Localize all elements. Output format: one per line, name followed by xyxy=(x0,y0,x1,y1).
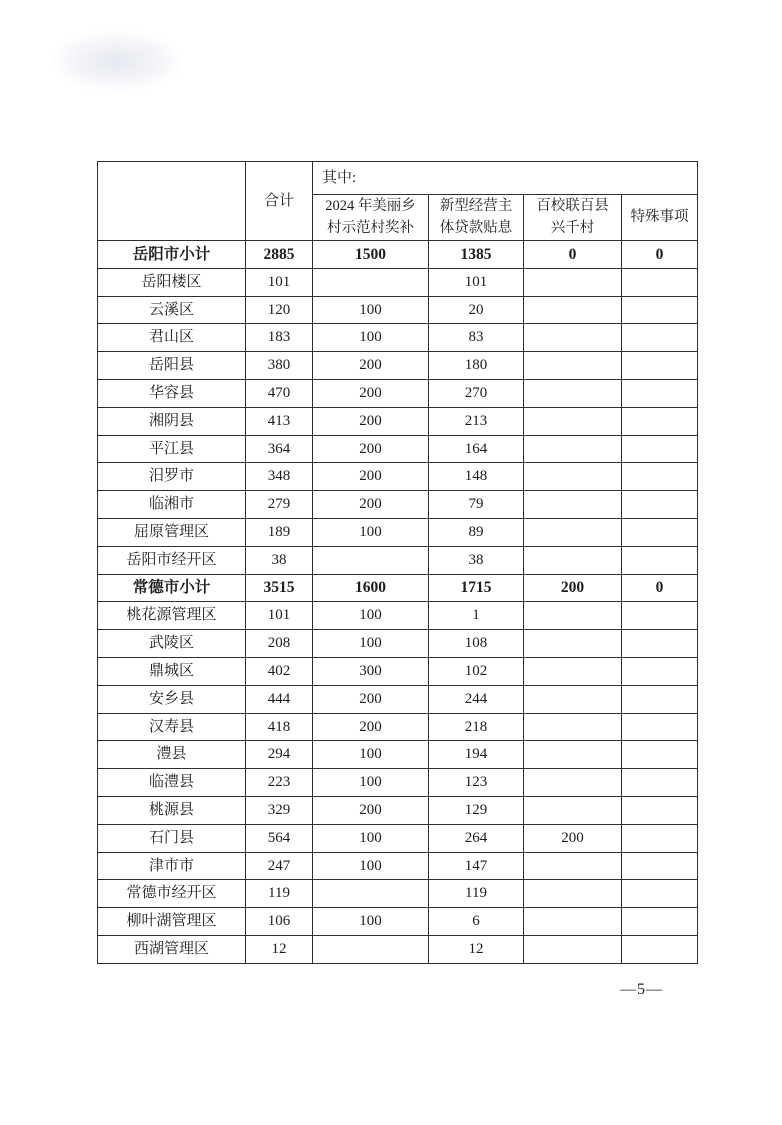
table-row xyxy=(98,268,698,296)
value-cell: 380 xyxy=(246,352,313,380)
value-cell xyxy=(524,546,622,574)
value-cell: 294 xyxy=(246,741,313,769)
column-header-special-items xyxy=(622,195,698,241)
value-cell xyxy=(622,546,698,574)
table-row xyxy=(98,379,698,407)
table-row xyxy=(98,685,698,713)
region-name-cell: 屈原管理区 xyxy=(98,518,246,546)
value-cell xyxy=(622,935,698,963)
table-row xyxy=(98,741,698,769)
value-cell: 218 xyxy=(429,713,524,741)
region-name-cell: 岳阳县 xyxy=(98,352,246,380)
value-cell: 223 xyxy=(246,769,313,797)
column-header-line: 兴千村 xyxy=(550,219,595,236)
corner-header-cell xyxy=(98,162,246,241)
value-cell: 1715 xyxy=(429,574,524,602)
value-cell xyxy=(622,352,698,380)
value-cell: 0 xyxy=(622,574,698,602)
table-row xyxy=(98,880,698,908)
column-header-line: 百校联百县 xyxy=(536,198,609,215)
value-cell: 213 xyxy=(429,407,524,435)
value-cell: 200 xyxy=(524,824,622,852)
value-cell xyxy=(524,796,622,824)
value-cell: 200 xyxy=(313,379,429,407)
table-row xyxy=(98,241,698,269)
column-header-line: 2024 年美丽乡 xyxy=(325,198,416,215)
value-cell: 106 xyxy=(246,908,313,936)
value-cell: 108 xyxy=(429,630,524,658)
table-row xyxy=(98,630,698,658)
value-cell: 194 xyxy=(429,741,524,769)
value-cell xyxy=(622,880,698,908)
value-cell: 200 xyxy=(313,435,429,463)
value-cell: 120 xyxy=(246,296,313,324)
column-header-line: 村示范村奖补 xyxy=(327,219,414,236)
value-cell: 247 xyxy=(246,852,313,880)
table-row xyxy=(98,908,698,936)
value-cell: 444 xyxy=(246,685,313,713)
region-name-cell: 汉寿县 xyxy=(98,713,246,741)
value-cell: 1385 xyxy=(429,241,524,269)
value-cell xyxy=(622,657,698,685)
value-cell: 100 xyxy=(313,908,429,936)
table-row xyxy=(98,657,698,685)
column-header-beautiful-village xyxy=(313,195,429,241)
value-cell: 264 xyxy=(429,824,524,852)
value-cell xyxy=(622,852,698,880)
value-cell: 12 xyxy=(429,935,524,963)
value-cell: 101 xyxy=(246,268,313,296)
value-cell: 101 xyxy=(429,268,524,296)
value-cell xyxy=(524,630,622,658)
value-cell: 244 xyxy=(429,685,524,713)
value-cell xyxy=(524,935,622,963)
value-cell: 0 xyxy=(622,241,698,269)
table-row xyxy=(98,435,698,463)
table-row xyxy=(98,491,698,519)
value-cell xyxy=(622,824,698,852)
value-cell: 470 xyxy=(246,379,313,407)
value-cell: 83 xyxy=(429,324,524,352)
column-header-line: 体贷款贴息 xyxy=(439,219,513,236)
value-cell xyxy=(313,935,429,963)
value-cell xyxy=(622,741,698,769)
table-row xyxy=(98,713,698,741)
value-cell xyxy=(622,796,698,824)
value-cell xyxy=(622,324,698,352)
region-name-cell: 常德市小计 xyxy=(98,574,246,602)
value-cell xyxy=(622,491,698,519)
column-header-line: 新型经营主 xyxy=(439,198,513,215)
page-number: —5— xyxy=(620,981,663,998)
value-cell xyxy=(524,407,622,435)
value-cell: 38 xyxy=(246,546,313,574)
value-cell: 100 xyxy=(313,769,429,797)
region-name-cell: 汨罗市 xyxy=(98,463,246,491)
table-row xyxy=(98,574,698,602)
value-cell xyxy=(524,296,622,324)
table-row xyxy=(98,602,698,630)
value-cell xyxy=(622,713,698,741)
table-row xyxy=(98,796,698,824)
value-cell xyxy=(524,602,622,630)
value-cell: 129 xyxy=(429,796,524,824)
value-cell: 300 xyxy=(313,657,429,685)
value-cell xyxy=(622,769,698,797)
value-cell xyxy=(313,880,429,908)
value-cell xyxy=(524,518,622,546)
table-row xyxy=(98,463,698,491)
value-cell xyxy=(524,769,622,797)
value-cell xyxy=(524,491,622,519)
value-cell xyxy=(524,435,622,463)
value-cell: 6 xyxy=(429,908,524,936)
region-name-cell: 石门县 xyxy=(98,824,246,852)
value-cell: 100 xyxy=(313,741,429,769)
table-row xyxy=(98,935,698,963)
value-cell xyxy=(524,463,622,491)
value-cell: 348 xyxy=(246,463,313,491)
region-name-cell: 桃源县 xyxy=(98,796,246,824)
value-cell xyxy=(313,546,429,574)
value-cell: 200 xyxy=(313,796,429,824)
scan-artifact xyxy=(52,32,182,90)
value-cell xyxy=(622,435,698,463)
region-name-cell: 岳阳市小计 xyxy=(98,241,246,269)
value-cell: 3515 xyxy=(246,574,313,602)
region-name-cell: 常德市经开区 xyxy=(98,880,246,908)
value-cell xyxy=(622,685,698,713)
value-cell: 364 xyxy=(246,435,313,463)
region-name-cell: 西湖管理区 xyxy=(98,935,246,963)
value-cell: 101 xyxy=(246,602,313,630)
column-header-loan-discount xyxy=(429,195,524,241)
region-name-cell: 君山区 xyxy=(98,324,246,352)
region-name-cell: 岳阳楼区 xyxy=(98,268,246,296)
value-cell: 279 xyxy=(246,491,313,519)
region-name-cell: 柳叶湖管理区 xyxy=(98,908,246,936)
value-cell xyxy=(524,852,622,880)
value-cell xyxy=(622,630,698,658)
table-row xyxy=(98,296,698,324)
table-row xyxy=(98,824,698,852)
among-which-header: 其中: xyxy=(313,162,698,195)
value-cell: 164 xyxy=(429,435,524,463)
value-cell: 200 xyxy=(313,713,429,741)
value-cell xyxy=(622,296,698,324)
value-cell: 100 xyxy=(313,602,429,630)
region-name-cell: 临湘市 xyxy=(98,491,246,519)
value-cell: 2885 xyxy=(246,241,313,269)
value-cell: 183 xyxy=(246,324,313,352)
value-cell: 180 xyxy=(429,352,524,380)
value-cell: 100 xyxy=(313,630,429,658)
value-cell xyxy=(524,268,622,296)
value-cell: 418 xyxy=(246,713,313,741)
value-cell xyxy=(313,268,429,296)
column-header-school-county xyxy=(524,195,622,241)
value-cell xyxy=(524,324,622,352)
region-name-cell: 华容县 xyxy=(98,379,246,407)
value-cell: 100 xyxy=(313,296,429,324)
value-cell xyxy=(622,518,698,546)
value-cell: 100 xyxy=(313,852,429,880)
value-cell: 100 xyxy=(313,324,429,352)
value-cell xyxy=(524,713,622,741)
value-cell xyxy=(622,908,698,936)
value-cell: 119 xyxy=(246,880,313,908)
value-cell xyxy=(524,880,622,908)
value-cell xyxy=(622,602,698,630)
table-row xyxy=(98,324,698,352)
value-cell xyxy=(622,379,698,407)
value-cell: 38 xyxy=(429,546,524,574)
region-name-cell: 桃花源管理区 xyxy=(98,602,246,630)
value-cell: 208 xyxy=(246,630,313,658)
table-row xyxy=(98,546,698,574)
value-cell: 0 xyxy=(524,241,622,269)
value-cell: 200 xyxy=(313,463,429,491)
region-name-cell: 平江县 xyxy=(98,435,246,463)
region-name-cell: 岳阳市经开区 xyxy=(98,546,246,574)
region-name-cell: 临澧县 xyxy=(98,769,246,797)
value-cell: 1500 xyxy=(313,241,429,269)
value-cell: 147 xyxy=(429,852,524,880)
value-cell: 20 xyxy=(429,296,524,324)
table-row xyxy=(98,407,698,435)
column-header-line: 特殊事项 xyxy=(630,208,689,225)
value-cell xyxy=(524,741,622,769)
value-cell: 402 xyxy=(246,657,313,685)
value-cell: 200 xyxy=(313,407,429,435)
value-cell: 148 xyxy=(429,463,524,491)
value-cell xyxy=(622,463,698,491)
region-name-cell: 湘阴县 xyxy=(98,407,246,435)
value-cell: 200 xyxy=(313,685,429,713)
region-name-cell: 云溪区 xyxy=(98,296,246,324)
value-cell: 89 xyxy=(429,518,524,546)
value-cell: 1 xyxy=(429,602,524,630)
value-cell xyxy=(524,657,622,685)
total-column-header: 合计 xyxy=(246,162,313,241)
value-cell: 200 xyxy=(524,574,622,602)
value-cell: 413 xyxy=(246,407,313,435)
funding-allocation-table xyxy=(97,161,698,964)
value-cell: 1600 xyxy=(313,574,429,602)
value-cell: 189 xyxy=(246,518,313,546)
value-cell: 123 xyxy=(429,769,524,797)
value-cell: 12 xyxy=(246,935,313,963)
value-cell xyxy=(524,685,622,713)
value-cell xyxy=(524,379,622,407)
value-cell: 270 xyxy=(429,379,524,407)
value-cell: 200 xyxy=(313,352,429,380)
table-row xyxy=(98,518,698,546)
value-cell: 119 xyxy=(429,880,524,908)
value-cell: 100 xyxy=(313,824,429,852)
value-cell: 329 xyxy=(246,796,313,824)
region-name-cell: 安乡县 xyxy=(98,685,246,713)
region-name-cell: 鼎城区 xyxy=(98,657,246,685)
value-cell: 200 xyxy=(313,491,429,519)
table-row xyxy=(98,769,698,797)
value-cell: 79 xyxy=(429,491,524,519)
value-cell: 100 xyxy=(313,518,429,546)
table-row xyxy=(98,852,698,880)
value-cell: 102 xyxy=(429,657,524,685)
value-cell: 564 xyxy=(246,824,313,852)
value-cell xyxy=(524,908,622,936)
table-body xyxy=(98,241,698,964)
region-name-cell: 津市市 xyxy=(98,852,246,880)
value-cell xyxy=(622,268,698,296)
region-name-cell: 澧县 xyxy=(98,741,246,769)
table-row xyxy=(98,352,698,380)
value-cell xyxy=(622,407,698,435)
value-cell xyxy=(524,352,622,380)
region-name-cell: 武陵区 xyxy=(98,630,246,658)
